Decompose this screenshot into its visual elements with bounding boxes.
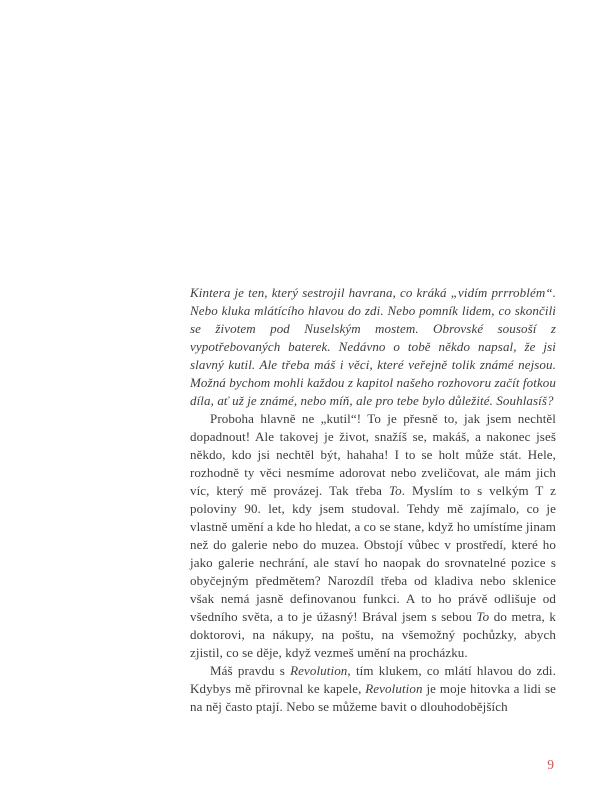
artwork-title-italic: Revolution	[365, 681, 423, 696]
answer-paragraph-1	[190, 410, 556, 662]
artwork-title-italic: To	[476, 609, 490, 624]
artwork-title-italic: To	[388, 483, 402, 498]
answer-text: Máš pravdu s	[210, 663, 291, 678]
artwork-title-italic: Revolution	[290, 663, 348, 678]
interviewer-question-paragraph	[190, 284, 556, 410]
answer-text: . Myslím to s velkým T z poloviny 90. let, kdy jsem studoval. Tehdy mě zajímalo, co je vlastně umění a kde ho hledat, a co se stane, když ho umístíme jinam než do galerie nebo do muzea. Obstojí vůbec v prostředí, které ho jako galerie nechrání, ale staví ho naopak do srovnatelné pozice s obyčejným předmětem? Narozdíl třeba od kladiva nebo sklenice však nemá jasně definovanou funkci. A to ho právě odlišuje od všedního světa, a to je úžasný! Brával jsem s sebou	[190, 483, 557, 624]
answer-text: , tím klukem, co mlátí hlavou do zdi. Kdybys mě přirovnal ke kapele,	[190, 663, 556, 696]
page-number: 9	[547, 757, 554, 772]
answer-text: je moje hitovka a lidi se na něj často ptají. Nebo se můžeme bavit o dlouhodobějších	[190, 681, 556, 714]
answer-text: Proboha hlavně ne „kutil“! To je přesně to, jak jsem nechtěl dopadnout! Ale takovej je život, snažíš se, makáš, a nakonec jseš někdo, kdo jsi nechtěl být, hahaha! I to se holt může stát. Hele, rozhodně ty věci nesmíme adorovat nebo zveličovat, ale mám jich víc, který mě provázej. Tak třeba	[190, 411, 556, 498]
answer-text: do metra, k doktorovi, na nákupy, na poštu, na všemožný pochůzky, abych zjistil, co se děje, když vezmeš umění na procházku.	[190, 609, 557, 660]
text-block	[190, 284, 556, 716]
interviewer-question-text: Kintera je ten, který sestrojil havrana, co kráká „vidím prrroblém“. Nebo kluka mlátícího hlavou do zdi. Nebo pomník lidem, co skončili se životem pod Nuselským mostem. Obrovské sousoší z vypotřebovaných baterek. Nedávno o tobě někdo napsal, že jsi slavný kutil. Ale třeba máš i věci, které veřejně tolik známé nejsou. Možná bychom mohli každou z kapitol našeho rozhovoru začít fotkou díla, ať už je známé, nebo míň, ale pro tebe bylo důležité. Souhlasíš?	[190, 285, 557, 408]
answer-paragraph-2	[190, 662, 556, 716]
